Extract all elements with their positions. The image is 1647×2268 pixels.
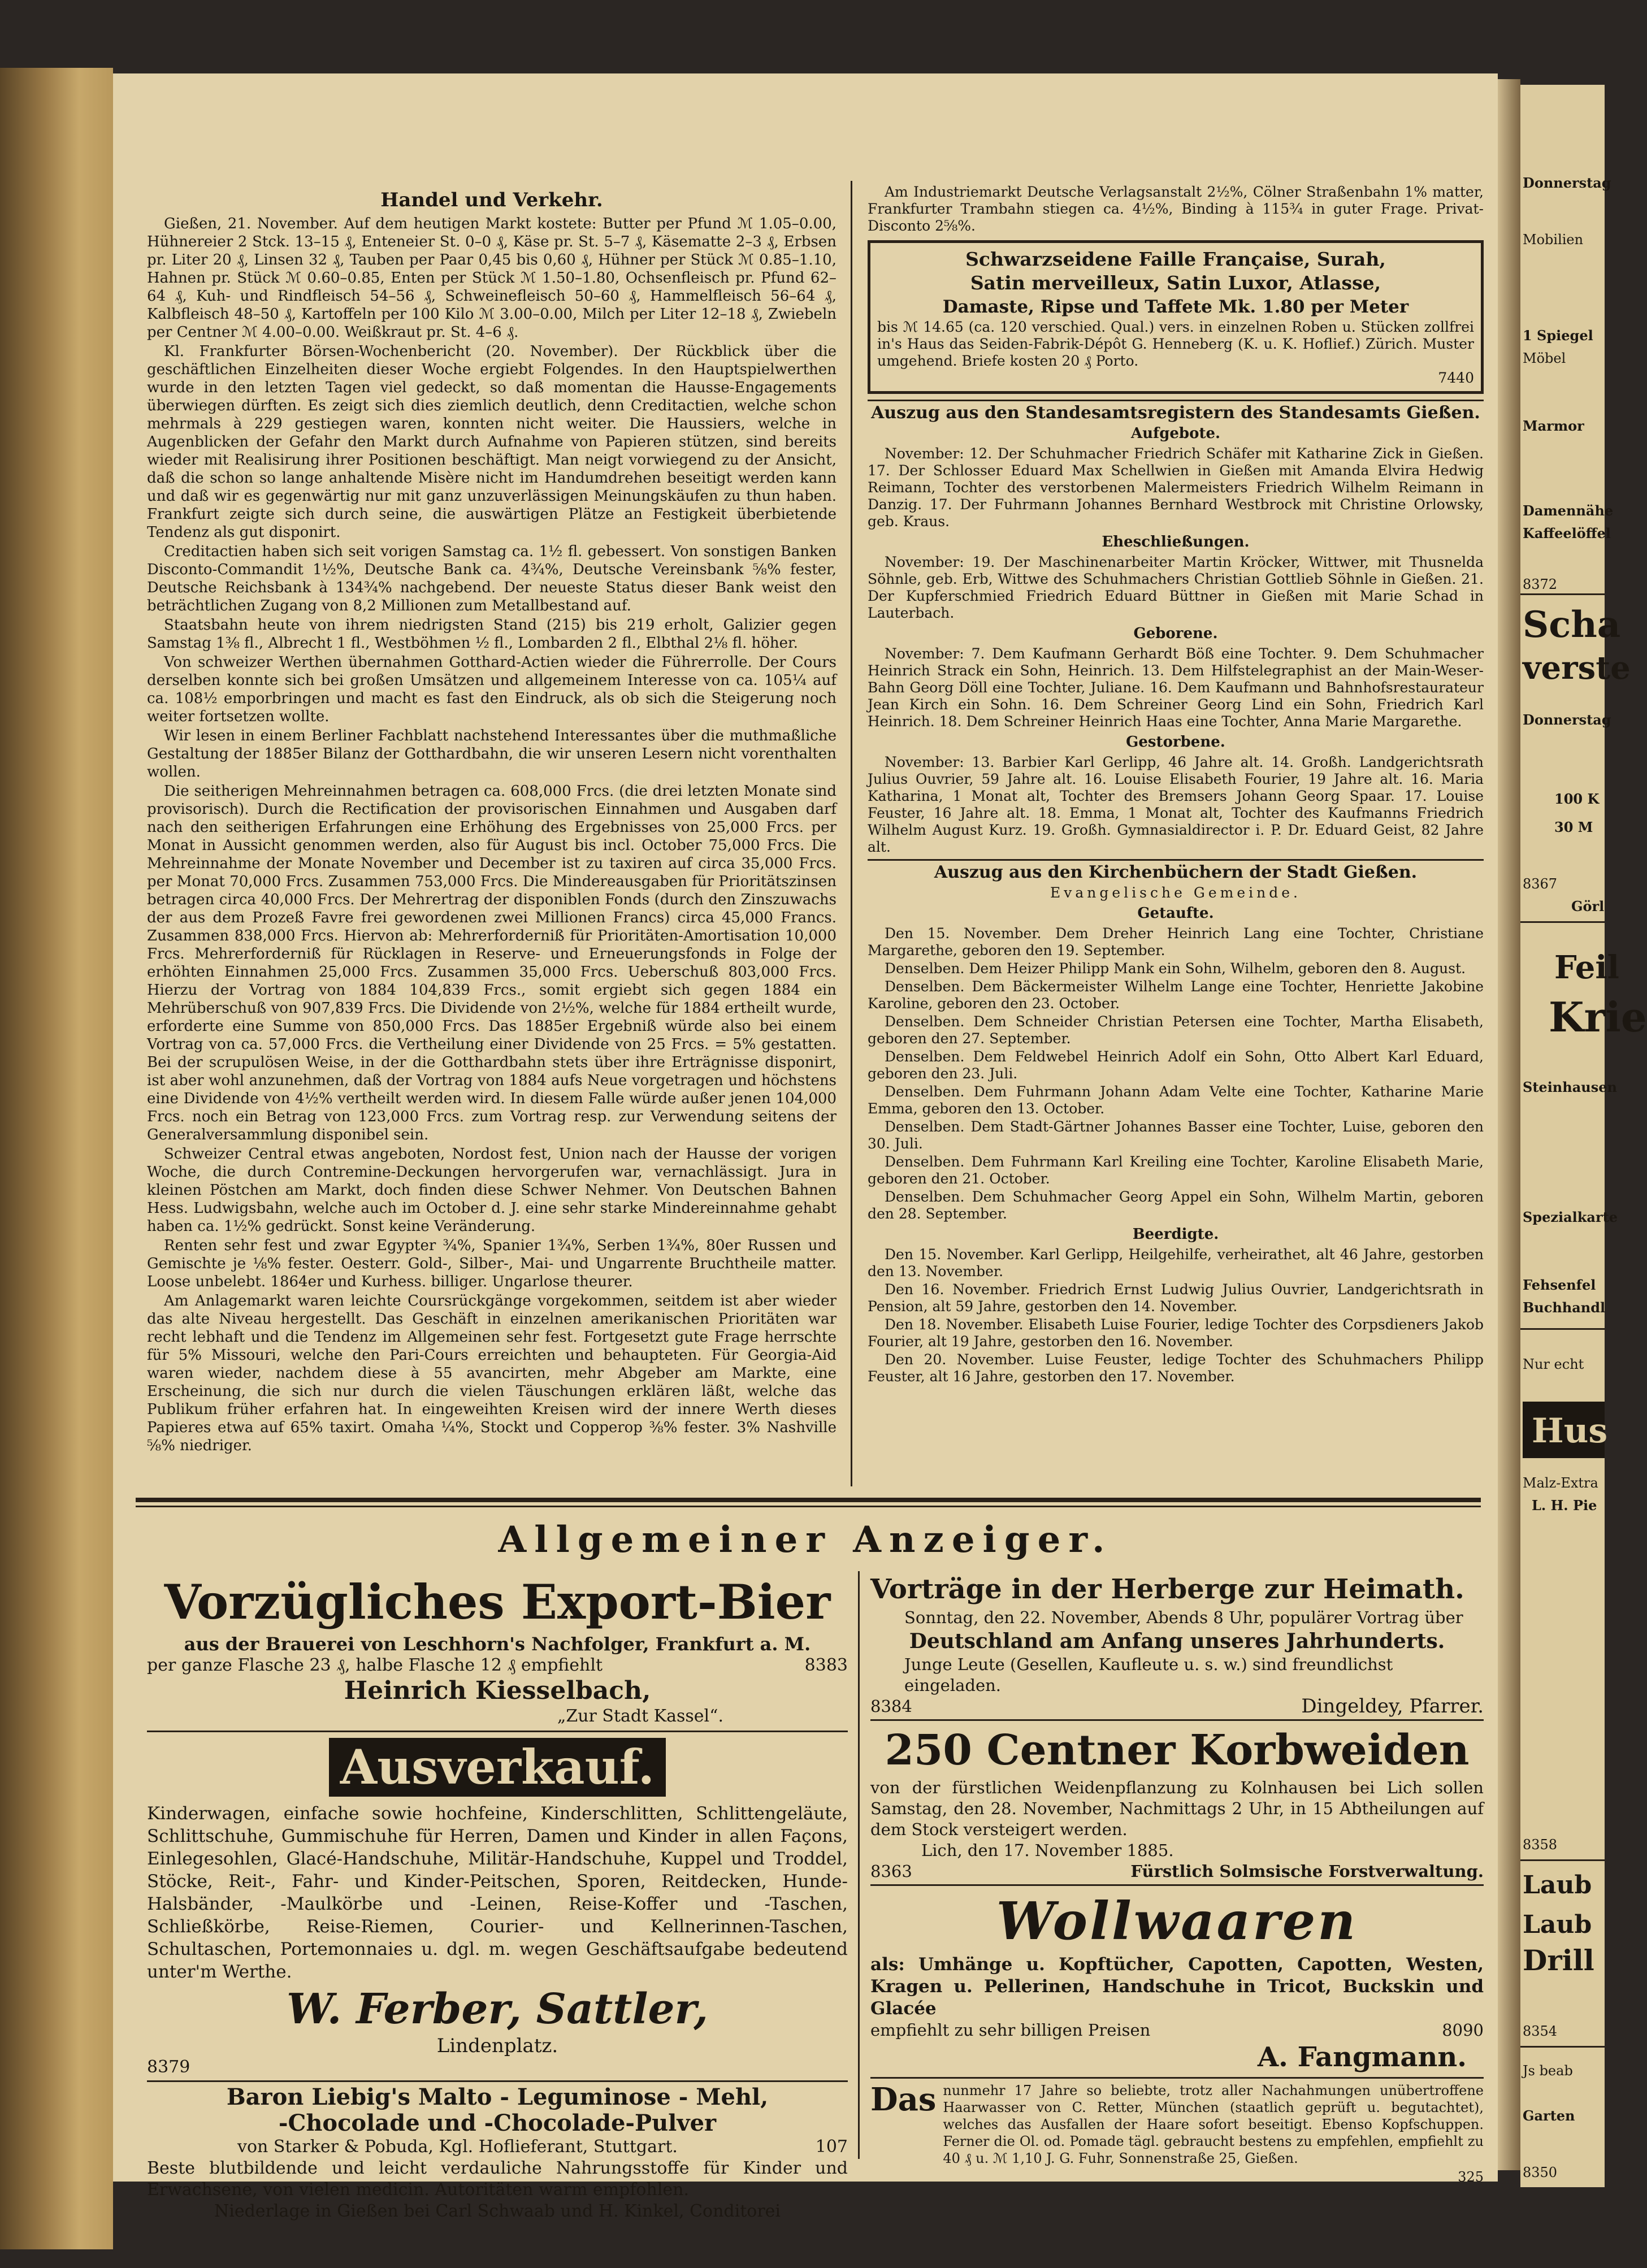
edge-text: 30 M: [1554, 819, 1593, 835]
liebig-from-row: [147, 2136, 848, 2158]
beerdigte-entry: Den 20. November. Luise Feuster, ledige Tochter des Schuhmachers Philipp Feuster, alt 16 Jahre, gestorben den 17. November.: [868, 1351, 1484, 1385]
edge-text: Buchhandl: [1523, 1299, 1606, 1316]
vortraege-date: Sonntag, den 22. November, Abends 8 Uhr, populärer Vortrag über: [904, 1608, 1463, 1627]
getaufte-entry: Denselben. Dem Schuhmacher Georg Appel ein Sohn, Wilhelm Martin, geboren den 28. September.: [868, 1189, 1484, 1222]
gestorbene-text: November: 13. Barbier Karl Gerlipp, 46 Jahre alt. 14. Großh. Landgerichtsrath Julius Ouvrier, 59 Jahre alt. 16. Louise Elisabeth Fourier, 19 Jahre alt. 16. Maria Katharina, 1 Monat alt, Tochter des Bremsers Johann Georg Spaar. 17. Louise Feuster, 16 Jahre alt. 18. Emma, 1 Monat alt, Tochter des Kaufmanns Friedrich Wilhelm August Kurz. 19. Großh. Gymnasialdirector i. P. Dr. Eduard Geist, 82 Jahre alt.: [868, 754, 1484, 855]
edge-text: Malz-Extra: [1523, 1475, 1598, 1491]
ferber-name: W. Ferber, Sattler,: [287, 1985, 708, 2033]
korbweiden-date: Lich, den 17. November 1885.: [921, 1841, 1174, 1860]
edge-text: Laub: [1523, 1871, 1592, 1900]
haarwasser-ad: [870, 2082, 1484, 2167]
korbweiden-sign: Fürstlich Solmsische Forstverwaltung.: [1130, 1862, 1484, 1881]
silk-ad-line-1: Schwarzseidene Faille Française, Surah,: [965, 248, 1386, 270]
export-bier-number: 8383: [804, 1655, 848, 1675]
korbweiden-number: 8363: [870, 1862, 912, 1881]
vortraege-number: 8384: [870, 1697, 912, 1716]
getaufte-entry: Den 15. November. Dem Dreher Heinrich Lang eine Tochter, Christiane Margarethe, geboren den 19. September.: [868, 925, 1484, 959]
edge-rule: [1520, 1859, 1605, 1861]
export-bier-title: Vorzügliches Export-Bier: [164, 1574, 831, 1630]
haarwasser-body: nunmehr 17 Jahre so beliebte, trotz aller Nachahmungen unübertroffene Haarwasser von C. Retter, München (staatlich geprüft u. begutachtet), welches das Ausfallen der Haare sofort beseitigt. Ebenso Kopfschuppen. Ferner die Ol. od. Pomade tägl. gebraucht bestens zu empfehlen, empfiehlt zu 40 ₰ u. ℳ 1,10 J. G. Fuhr, Sonnenstraße 25, Gießen.: [943, 2083, 1484, 2166]
korbweiden-title: 250 Centner Korbweiden: [885, 1726, 1470, 1775]
beerdigte-entry: Den 18. November. Elisabeth Luise Fourier, ledige Tochter des Corpsdieners Jakob Fourier, alt 19 Jahre, gestorben den 16. November.: [868, 1316, 1484, 1350]
boersen-para-8: Renten sehr fest und zwar Egypter ¾%, Spanier 1¾%, Serben 1¾%, 80er Russen und Gemischte je ⅛% fester. Oesterr. Gold-, Silber-, Mai- und Ungarrente Bruchtheile matter. Loose unbelebt. 1864er und Kurhess. billiger. Ungarlose theurer.: [147, 1237, 836, 1290]
edge-text: Hus: [1532, 1411, 1608, 1451]
column-left: [147, 187, 836, 1456]
edge-text: Feil: [1554, 949, 1619, 986]
geborene-heading: Geborene.: [1133, 625, 1218, 642]
gestorbene-heading: Gestorbene.: [1126, 734, 1225, 751]
getaufte-entry: Denselben. Dem Bäckermeister Wilhelm Lange eine Tochter, Henriette Jakobine Karoline, geboren den 23. October.: [868, 978, 1484, 1012]
boersen-para-5: Wir lesen in einem Berliner Fachblatt nachstehend Interessantes über die muthmaßliche Gestaltung der 1885er Bilanz der Gotthardbahn, die wir unseren Lesern nicht vorenthalten wollen.: [147, 727, 836, 780]
liebig-title-1: Baron Liebig's Malto - Leguminose - Mehl,: [226, 2084, 769, 2110]
kirchenbuecher-heading: Auszug aus den Kirchenbüchern der Stadt Gießen.: [934, 862, 1418, 882]
edge-rule: [1520, 2046, 1605, 2048]
edge-text: Scha: [1523, 604, 1621, 646]
liebig-from: von Starker & Pobuda, Kgl. Hoflieferant, Stuttgart.: [237, 2137, 678, 2157]
beerdigte-entry: Den 16. November. Friedrich Ernst Ludwig Julius Ouvrier, Landgerichtsrath in Pension, alt 59 Jahre, gestorben den 14. November.: [868, 1281, 1484, 1315]
edge-text: Laub: [1523, 1910, 1592, 1939]
ferber-place: Lindenplatz.: [436, 2035, 558, 2057]
edge-rule: [1520, 1328, 1605, 1330]
beerdigte-entry: Den 15. November. Karl Gerlipp, Heilgehilfe, verheirathet, alt 46 Jahre, gestorben den 13. November.: [868, 1246, 1484, 1280]
edge-rule: [1520, 593, 1605, 595]
export-bier-seller: Heinrich Kiesselbach,: [344, 1676, 651, 1705]
edge-text: 8354: [1523, 2023, 1558, 2039]
rule: [147, 2080, 848, 2082]
export-bier-price-row: [147, 1655, 848, 1676]
haarwasser-number: 325: [1458, 2169, 1484, 2185]
korbweiden-body: von der fürstlichen Weidenpflanzung zu Kolnhausen bei Lich sollen Samstag, den 28. November, Nachmittags 2 Uhr, in 15 Abtheilungen auf dem Stock versteigert werden.: [870, 1778, 1484, 1839]
export-bier-brewery: aus der Brauerei von Leschhorn's Nachfolger, Frankfurt a. M.: [184, 1633, 811, 1655]
column-right: [868, 184, 1484, 1386]
evangelische-gemeinde: Evangelische Gemeinde.: [1050, 884, 1301, 901]
edge-text: verste: [1523, 649, 1631, 687]
market-report: Gießen, 21. November. Auf dem heutigen Markt kostete: Butter per Pfund ℳ 1.05–0.00, Hühnereier 2 Stck. 13–15 ₰, Enteneier St. 0–0 ₰, Käse pr. St. 5–7 ₰, Käsematte 2–3 ₰, Erbsen pr. Liter 20 ₰, Linsen 32 ₰, Tauben per Paar 0,45 bis 0,60 ₰, Hühner per Stück ℳ 0.85–1.10, Hahnen pr. Stück ℳ 0.60–0.85, Enten per Stück ℳ 1.50–1.80, Ochsenfleisch pr. Pfund 62–64 ₰, Kuh- und Rindfleisch 54–56 ₰, Schweinefleisch 50–60 ₰, Hammelfleisch 56–64 ₰, Kalbfleisch 48–50 ₰, Kartoffeln per 100 Kilo ℳ 3.00–0.00, Milch per Liter 12–18 ₰, Zwiebeln per Centner ℳ 4.00–0.00. Weißkraut pr. St. 4–6 ₰.: [147, 215, 836, 341]
boersen-para-7: Schweizer Central etwas angeboten, Nordost fest, Union nach der Hausse der vorigen Woche, die durch Contremine-Deckungen hervorgerufen war, vernachlässigt. Jura in kleinen Pöstchen am Markt, doch finden diese Schwer Nehmer. Von Deutschen Bahnen Hess. Ludwigsbahn, welche auch im October d. J. eine sehr starke Mindereinnahme gehabt haben ca. 1½% gedrückt. Sonst keine Veränderung.: [147, 1146, 836, 1235]
newspaper-page: [113, 73, 1498, 2221]
export-bier-price: per ganze Flasche 23 ₰, halbe Flasche 12 ₰ empfiehlt: [147, 1655, 603, 1675]
edge-text: 1 Spiegel: [1523, 327, 1593, 344]
getaufte-entry: Denselben. Dem Schneider Christian Petersen eine Tochter, Martha Elisabeth, geboren den 27. September.: [868, 1013, 1484, 1047]
wollwaaren-seller: A. Fangmann.: [1257, 2041, 1467, 2073]
edge-text: Donnerstag: [1523, 712, 1611, 728]
eheschliessungen-text: November: 19. Der Maschinenarbeiter Martin Kröcker, Wittwer, mit Thusnelda Söhnle, geb. Erb, Wittwe des Schuhmachers Christian Gottlieb Söhnle in Gießen. 21. Der Kupferschmied Friedrich Eduard Büttner in Gießen mit Marie Schad in Lauterbach.: [868, 554, 1484, 621]
edge-text: Mobilien: [1523, 232, 1584, 248]
eheschliessungen-heading: Eheschließungen.: [1102, 534, 1250, 550]
edge-text: Möbel: [1523, 350, 1566, 366]
ferber-number: 8379: [147, 2057, 190, 2077]
adjacent-page: [1520, 85, 1647, 2187]
ausverkauf-banner: [147, 1738, 848, 1797]
section-rule-thin: [136, 1506, 1481, 1507]
edge-text: L. H. Pie: [1532, 1497, 1597, 1514]
section-heading-handel: Handel und Verkehr.: [380, 189, 603, 211]
liebig-sellers: Niederlage in Gießen bei Carl Schwaab und H. Kinkel, Conditorei: [214, 2201, 781, 2221]
wollwaaren-sub: empfiehlt zu sehr billigen Preisen: [870, 2020, 1151, 2040]
boersen-para-6: Die seitherigen Mehreinnahmen betragen ca. 608,000 Frcs. (die drei letzten Monate sind provisorisch). Durch die Rectification der provisorischen Einnahmen und Ausgaben darf nach den seitherigen Erfahrungen eine Erhöhung des Ergebnisses von 25,000 Frcs. per Monat in Aussicht genommen werden, also für August bis incl. October 75,000 Frcs. Die Mehreinnahme der Monate November und December ist zu taxiren auf circa 35,000 Frcs. per Monat 70,000 Frcs. Zusammen 753,000 Frcs. Die Mindereausgaben für Prioritätszinsen betragen circa 40,000 Frcs. Der Mehrertrag der disponiblen Fonds (durch den Zinszuwachs der aus dem Prozeß Favre frei gewordenen zwei Millionen Francs) circa 45,000 Francs. Zusammen 838,000 Frcs. Hiervon ab: Mehrerforderniß für Prioritäten-Amortisation 10,000 Frcs. Mehrerforderniß für Rücklagen in Reserve- und Erneuerungsfonds in Folge der erhöhten Einnahmen 25,000 Frcs. Zusammen 35,000 Frcs. Ueberschuß 803,000 Frcs. Hierzu der Vortrag von 1884 104,839 Frcs., somit ergiebt sich gegen 1884 ein Mehrüberschuß von 907,839 Frcs. Die Dividende von 2½%, welche für 1884 ertheilt wurde, erforderte eine Summe von 850,000 Frcs. Das 1885er Ergebniß würde also bei einem Vortrag von ca. 57,000 Frcs. die Vertheilung einer Dividende von 25 Frcs. = 5% gestatten. Bei der scrupulösen Weise, in der die Gotthardbahn stets über ihre Erträgnisse disponirt, ist aber wohl anzunehmen, daß der Vortrag von 1884 aufs Neue vorgetragen und höchstens eine Dividende von 4½% vertheilt werden wird. In diesem Falle würde außer jenen 104,000 Frcs. noch ein Betrag von 123,000 Frcs. zum Vortrag resp. zur Verwendung seitens der Generalversammlung disponibel sein.: [147, 783, 836, 1143]
rule: [868, 400, 1484, 401]
boersen-para-1: Kl. Frankfurter Börsen-Wochenbericht (20. November). Der Rückblick über die geschäftlichen Einzelheiten dieser Woche ergiebt Folgendes. In den Hauptspielwerthen wurde in den letzten Tagen viel gedeckt, so daß momentan die Hausse-Engagements überwiegen dürften. Es zeigt sich dies ziemlich deutlich, denn Creditactien, welche schon mehrmals à 229 gestiegen waren, konnten nicht weiter. Die Haussiers, welche in Augenblicken der Gefahr den Markt durch Aufnahme von Papieren stützen, sind bereits wieder mit Realisirung ihrer Positionen beschäftigt. Man neigt vorwiegend zu der Ansicht, daß die schon so lange anhaltende Misère nicht im Handumdrehen beseitigt werden kann und daß wir es gegenwärtig nur mit ganz unzuverlässigen Meinungskäufen zu thun haben. Frankfurt zeigte sich durch seine, die auswärtigen Plätze an Festigkeit überbietende Tendenz als gut disponirt.: [147, 343, 836, 541]
vortraege-sign-row: [870, 1696, 1484, 1717]
liebig-body: Beste blutbildende und leicht verdauliche Nahrungsstoffe für Kinder und Erwachsene, von vielen medicin. Autoritäten warm empfohlen.: [147, 2158, 848, 2200]
book-binding: [0, 68, 113, 2249]
industrie-report: Am Industriemarkt Deutsche Verlagsanstalt 2½%, Cölner Straßenbahn 1% matter, Frankfurter Trambahn stiegen ca. 4½%, Binding à 115¾ in guter Frage. Privat-Disconto 2⅝%.: [868, 184, 1484, 234]
vortraege-title: Vorträge in der Herberge zur Heimath.: [870, 1573, 1464, 1605]
boersen-para-2: Creditactien haben sich seit vorigen Samstag ca. 1½ fl. gebessert. Von sonstigen Banken Disconto-Commandit 1½%, Deutsche Bank ca. 4¾%, Deutsche Vereinsbank ⅝% fester, Deutsche Reichsbank à 134¾% nachgebend. Der neueste Status dieser Bank weist den beträchtlichen Zugang von 8,2 Millionen zum Metallbestand auf.: [147, 543, 836, 614]
vortraege-sign: Dingeldey, Pfarrer.: [1301, 1695, 1484, 1718]
edge-text: Görl: [1571, 898, 1605, 914]
edge-text: Donnerstag: [1523, 175, 1611, 191]
anzeiger-heading: Allgemeiner Anzeiger.: [498, 1519, 1113, 1561]
wollwaaren-title: Wollwaaren: [996, 1890, 1358, 1952]
aufgebote-heading: Aufgebote.: [1130, 425, 1221, 442]
boersen-para-4: Von schweizer Werthen übernahmen Gotthard-Actien wieder die Führerrolle. Der Cours derselben konnte sich bei großen Umsätzen und allgemeinem Interesse von ca. 105¼ auf ca. 108½ emporbringen und macht es fast den Eindruck, als ob sich die Steigerung noch weiter fortsetzen wollte.: [147, 654, 836, 725]
ads-left: [147, 1571, 848, 2222]
edge-text: Marmor: [1523, 418, 1584, 434]
standesamt-heading: Auszug aus den Standesamtsregistern des Standesamts Gießen.: [871, 403, 1480, 423]
aufgebote-text: November: 12. Der Schuhmacher Friedrich Schäfer mit Katharine Zick in Gießen. 17. Der Schlosser Eduard Max Schellwien in Gießen mit Amanda Elvira Hedwig Reimann, Tochter des verstorbenen Malermeisters Friedrich Wilhelm Reimann in Danzig. 17. Der Fuhrmann Johannes Bernhard Westbrock mit Christine Orlowsky, geb. Kraus.: [868, 445, 1484, 530]
beerdigte-heading: Beerdigte.: [1132, 1226, 1219, 1243]
korbweiden-sign-row: [870, 1861, 1484, 1882]
silk-ad: [868, 240, 1484, 394]
wollwaaren-body: als: Umhänge u. Kopftücher, Capotten, Capotten, Westen, Kragen u. Pellerinen, Handschuhe in Tricot, Buckskin und Glacée: [870, 1954, 1484, 2019]
edge-text: Kaffeelöffel: [1523, 525, 1611, 541]
silk-ad-line-2: Satin merveilleux, Satin Luxor, Atlasse,: [970, 272, 1381, 294]
boersen-para-3: Staatsbahn heute von ihrem niedrigsten Stand (215) bis 219 erholt, Galizier gegen Samstag 1⅜ fl., Albrecht 1 fl., Westböhmen ½ fl., Lombarden 2 fl., Elbthal 2⅛ fl. höher.: [147, 617, 836, 652]
edge-text: Spezialkarte: [1523, 1209, 1618, 1225]
edge-text: 8358: [1523, 1837, 1558, 1853]
ausverkauf-title: Ausverkauf.: [329, 1738, 666, 1797]
getaufte-heading: Getaufte.: [1137, 905, 1214, 922]
edge-text: Krie: [1549, 993, 1647, 1041]
geborene-text: November: 7. Dem Kaufmann Gerhardt Böß eine Tochter. 9. Dem Schuhmacher Heinrich Strack ein Sohn, Heinrich. 13. Dem Hilfstelegraphist an der Main-Weser-Bahn Georg Döll eine Tochter, Juliane. 16. Dem Kaufmann und Bahnhofsrestaurateur Jean Kirch ein Sohn. 16. Dem Schreiner Georg Lind ein Sohn, Friedrich Karl Heinrich. 18. Dem Schreiner Heinrich Haas eine Tochter, Anna Marie Margarethe.: [868, 645, 1484, 730]
edge-text: 8367: [1523, 876, 1558, 892]
rule: [870, 2077, 1484, 2079]
export-bier-place: „Zur Stadt Kassel“.: [557, 1706, 723, 1726]
rule: [868, 859, 1484, 861]
edge-text: Garten: [1523, 2107, 1575, 2124]
edge-rule: [1520, 921, 1605, 923]
ads-divider: [858, 1571, 860, 2159]
wollwaaren-sub-row: [870, 2020, 1484, 2041]
silk-ad-number: 7440: [1438, 370, 1474, 386]
edge-text: Js beab: [1523, 2063, 1573, 2079]
boersen-para-9: Am Anlagemarkt waren leichte Coursrückgänge vorgekommen, seitdem ist aber wieder das alte Niveau hergestellt. Das Geschäft in einzelnen amerikanischen Prioritäten war recht lebhaft und die Tendenz im Allgemeinen sehr fest. Fortgesetzt gute Frage herrschte für 5% Missouri, welche den Pari-Cours erreichten und behaupteten. Für Georgia-Aid waren wieder, nachdem diese à 55 avancirten, mehr Abgeber am Markte, eine Erscheinung, die sich nur durch die vielen Täuschungen erklären läßt, welche das Publikum früher erfahren hat. In eingeweihten Kreisen wird der innere Werth dieses Papieres etwa auf 65% taxirt. Omaha ¼%, Stockt und Copperop ⅜% fester. 3% Nashville ⅝% niedriger.: [147, 1293, 836, 1454]
liebig-title-2: -Chocolade und -Chocolade-Pulver: [278, 2110, 717, 2136]
edge-text: 8372: [1523, 576, 1558, 592]
section-rule: [136, 1498, 1481, 1502]
getaufte-entry: Denselben. Dem Fuhrmann Johann Adam Velte eine Tochter, Katharine Marie Emma, geboren den 13. October.: [868, 1083, 1484, 1117]
getaufte-entry: Denselben. Dem Heizer Philipp Mank ein Sohn, Wilhelm, geboren den 8. August.: [885, 960, 1466, 977]
silk-ad-line-3: Damaste, Ripse und Taffete Mk. 1.80 per Meter: [942, 297, 1409, 317]
rule: [870, 1719, 1484, 1721]
silk-ad-body: bis ℳ 14.65 (ca. 120 verschied. Qual.) vers. in einzelnen Roben u. Stücken zollfrei in's Haus das Seiden-Fabrik-Dépôt G. Henneberg (K. u. K. Hoflief.) Zürich. Muster umgehend. Briefe kosten 20 ₰ Porto.: [877, 319, 1474, 369]
edge-text: Nur echt: [1523, 1356, 1584, 1372]
edge-text: Damennähe: [1523, 502, 1614, 519]
wollwaaren-number: 8090: [1442, 2020, 1484, 2040]
page-fold: [1498, 79, 1520, 2170]
column-divider: [851, 181, 852, 1486]
ausverkauf-body: Kinderwagen, einfache sowie hochfeine, Kinderschlitten, Schlittengeläute, Schlittschuhe, Gummischuhe für Herren, Damen und Kinder in allen Façons, Einlegesohlen, Glacé-Handschuhe, Militär-Handschuhe, Kuppel und Troddel, Stöcke, Reit-, Fahr- und Kinder-Peitschen, Sporen, Reitdecken, Hunde-Halsbänder, -Maulkörbe und -Leinen, Reise-Koffer und -Taschen, Schließkörbe, Reise-Riemen, Courier- und Kellnerinnen-Taschen, Schultaschen, Portemonnaies u. dgl. m. wegen Geschäftsaufgabe bedeutend unter'm Werthe.: [147, 1803, 848, 1982]
ads-right: [870, 1571, 1484, 2188]
edge-text: Fehsenfel: [1523, 1277, 1596, 1293]
rule: [147, 1731, 848, 1732]
getaufte-entry: Denselben. Dem Stadt-Gärtner Johannes Basser eine Tochter, Luise, geboren den 30. Juli.: [868, 1118, 1484, 1152]
getaufte-entry: Denselben. Dem Feldwebel Heinrich Adolf ein Sohn, Otto Albert Karl Eduard, geboren den 23. Juli.: [868, 1048, 1484, 1082]
vortraege-body: Junge Leute (Gesellen, Kaufleute u. s. w.) sind freundlichst eingeladen.: [904, 1655, 1393, 1695]
liebig-number: 107: [815, 2137, 848, 2157]
rule: [870, 1884, 1484, 1886]
getaufte-entry: Denselben. Dem Fuhrmann Karl Kreiling eine Tochter, Karoline Elisabeth Marie, geboren den 21. October.: [868, 1153, 1484, 1187]
edge-text: Steinhausen: [1523, 1079, 1617, 1095]
edge-text: 100 K: [1554, 791, 1600, 807]
edge-text: 8350: [1523, 2165, 1558, 2180]
edge-text: Drill: [1523, 1944, 1594, 1977]
vortraege-topic: Deutschland am Anfang unseres Jahrhunderts.: [909, 1629, 1445, 1653]
haarwasser-lead: Das: [870, 2081, 937, 2118]
